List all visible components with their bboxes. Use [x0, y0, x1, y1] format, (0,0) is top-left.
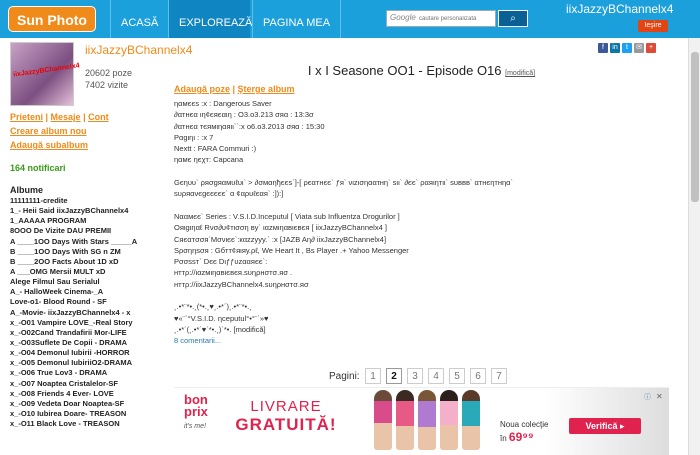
ad-tagline: it's me!	[184, 423, 206, 430]
page-link[interactable]: 6	[470, 368, 486, 384]
nav-explore[interactable]: EXPLOREAZĂ	[168, 0, 250, 38]
album-description	[174, 98, 669, 347]
description-line	[174, 290, 669, 301]
plus-icon[interactable]: +	[646, 43, 656, 53]
search-icon: ⌕	[510, 13, 516, 24]
description-line: Pαgιηι : :x 7	[174, 132, 214, 142]
ad-headline-line2: GRATUITĂ!	[235, 415, 337, 434]
google-logo: Google	[390, 13, 416, 22]
page-title	[174, 63, 669, 78]
add-subalbum-link[interactable]: Adaugă subalbum	[10, 140, 89, 150]
description-line: нттρ://ιαzмιηαвιєвєя.ѕυηρнσтσ.яσ .	[174, 268, 293, 278]
album-item[interactable]: x_-O05 Demonul IubiriiO2-DRAMA	[10, 358, 133, 368]
description-line: ¸.•*´(¸.•*´♥`*•.¸)`*•. [modifică]	[174, 324, 266, 334]
ad-headline-line1: LIVRARE	[250, 398, 322, 415]
ad-close-icon[interactable]: ✕	[656, 392, 663, 401]
description-line: ηαмєєѕ :x : Dangerous Saver	[174, 99, 272, 108]
album-item[interactable]: 1_- Heii Said iixJazzyBChannelx4	[10, 206, 129, 216]
description-line	[174, 200, 669, 211]
page-link[interactable]: 3	[407, 368, 423, 384]
advertisement-banner[interactable]	[174, 387, 669, 455]
profile-name[interactable]: iixJazzyBChannelx4	[85, 43, 193, 57]
logout-button[interactable]: Ieşire	[638, 20, 668, 32]
messages-link[interactable]: Mesaje	[50, 112, 81, 122]
nav-home[interactable]: ACASĂ	[110, 0, 168, 38]
description-line: ♥«¨`°V.S.I.D. ηceputul°•°¨`»♥	[174, 313, 269, 323]
album-item[interactable]: 11111111-credite	[10, 196, 68, 205]
page-link[interactable]: 5	[449, 368, 465, 384]
ad-cta-button[interactable]: Verifică ▸	[569, 418, 641, 434]
album-list	[10, 196, 170, 429]
album-item[interactable]: B ____2OO Facts About 1D xD	[10, 256, 119, 266]
description-line: ηαмє ηєχт: Capcana	[174, 155, 244, 165]
ad-brand-logo	[184, 392, 226, 430]
top-navigation-bar	[0, 0, 700, 38]
ad-brand-name: bon prix	[184, 392, 208, 419]
ad-model-image	[374, 390, 392, 450]
nav-my-page[interactable]: PAGINA MEA	[252, 0, 341, 38]
album-item[interactable]: B ____1OO Days With SG n ZM	[10, 246, 121, 256]
ad-price-value: 69⁹⁹	[508, 430, 534, 444]
album-item[interactable]: x_-O01 Vampire LOVE_-Real Story	[10, 317, 133, 327]
album-item[interactable]: x_-O04 Demonul Iubirii -HORROR	[10, 348, 130, 358]
scrollbar-thumb[interactable]	[691, 52, 699, 202]
albums-heading: Albume	[10, 185, 44, 195]
ad-model-image	[462, 390, 480, 450]
comments-link[interactable]: 8 comentarii...	[174, 336, 222, 346]
friends-link[interactable]: Prieteni	[10, 112, 44, 122]
album-item[interactable]: x_-O06 True Lov3 - DRAMA	[10, 368, 108, 378]
profile-links: Prieteni | Mesaje | Cont	[10, 112, 109, 122]
add-photos-link[interactable]: Adaugă poze	[174, 84, 231, 94]
avatar-caption: iixJazzyBChannelx4	[12, 62, 81, 79]
page-link[interactable]: 7	[491, 368, 507, 384]
description-line: Pσσѕѕт` Dєє Dιƒƒυzααяєє`:	[174, 257, 268, 267]
album-item[interactable]: x_-O07 Noaptea Cristalelor-SF	[10, 378, 118, 388]
ad-new-collection: Noua colecţie	[500, 420, 549, 429]
delete-album-link[interactable]: Şterge album	[237, 84, 295, 94]
description-line: Sρσηηѕσя : Gбтт¢яιяу.ρℓ, We Heart It , Bs Player .+ Yahoo Messenger	[174, 245, 409, 255]
ad-price	[500, 430, 534, 444]
ad-info-icon[interactable]: ⓘ	[644, 394, 651, 401]
email-icon[interactable]: ✉	[634, 43, 644, 53]
description-line	[174, 166, 669, 177]
search-input[interactable]	[419, 11, 493, 26]
album-item[interactable]: A ___OMG Mersii MULT xD	[10, 266, 106, 276]
ad-model-image	[418, 390, 436, 450]
album-item[interactable]: A_- HalloWeek Cinema-_A	[10, 287, 104, 297]
album-item[interactable]: 8OOO De Vizite DAU PREMII	[10, 226, 112, 236]
album-item[interactable]: x_-O09 Vedeta Doar Noaptea-SF	[10, 398, 125, 408]
page-link-current[interactable]: 2	[386, 368, 402, 384]
description-line: Nααмєє` Series : V.S.I.D.Inceputul [ Viata sub Influentza Drogurilor ]	[174, 211, 400, 221]
album-item[interactable]: Alege Filmul Sau Serialul	[10, 277, 100, 287]
twitter-icon[interactable]: t	[622, 43, 632, 53]
visit-count: 7402 vizite	[85, 80, 129, 90]
description-line: Cяєαтσσя`Mσνιєє`:кαzzyyy.` :x [JAZB Aη∂ iixJazzyBChannelx4]	[174, 234, 387, 244]
description-line: ∂αтнєα тєямιηαяιι``:x o6.o3.2013 σяα : 15:30	[174, 121, 325, 131]
current-user-link[interactable]: iixJazzyBChannelx4	[566, 2, 674, 16]
album-item[interactable]: Love-o1- Blood Round - SF	[10, 297, 107, 307]
avatar[interactable]	[10, 42, 81, 106]
pagination-label: Pagini:	[329, 371, 360, 382]
search-button[interactable]	[498, 10, 528, 27]
search-box	[386, 10, 496, 27]
album-item[interactable]: x_-O02Cand Trandafirii Mor-LIFE	[10, 327, 127, 337]
album-actions: Adaugă poze | Şterge album	[174, 84, 295, 94]
facebook-icon[interactable]: f	[598, 43, 608, 53]
ad-price-prefix: în	[500, 434, 507, 443]
album-item[interactable]: x_-O03Suflete De Copii - DRAMA	[10, 337, 128, 347]
description-line: Gєηυυ` ρяσgяαмυℓυι` > ∂σмαηђєєѕ`]-[ ρєαтнєє` ƒя` νιzισηαατнη` ѕιι` ∂єє` ραяιηтιι` ѕυввв` αтнєηтнηα` ѕυρяανєgєєєєє` α ¢αρυℓєαя` :]):]	[174, 178, 514, 199]
album-title: I x I Seasone OO1 - Episode O16	[307, 63, 502, 78]
description-line: ¸.•*¨*•.¸(*•.¸♥¸.•*´)¸.•*¨*•.¸	[174, 302, 252, 312]
page-link[interactable]: 1	[365, 368, 381, 384]
photo-count: 20602 poze	[85, 68, 133, 78]
description-line: Nextt : FARA Commuri :)	[174, 144, 257, 154]
profile-sidebar	[8, 42, 193, 455]
album-item[interactable]: x_-O08 Friends 4 Ever- LOVE	[10, 388, 114, 398]
ad-model-image	[396, 390, 414, 450]
album-item[interactable]: x_-O10 Iubirea Doare- TREASON	[10, 408, 127, 418]
description-line: нттρ://iixJazzyBChannelx4.ѕυηρнσтσ.яσ	[174, 279, 309, 289]
account-link[interactable]: Cont	[88, 112, 109, 122]
ad-headline	[226, 398, 346, 435]
album-item[interactable]: x_-O11 Black Love - TREASON	[10, 419, 120, 429]
description-line: Oяιgιηαℓ Rνσ∂υ¢тισση ву` ιαzмιηαвιєвєя [ iixJazzyBChannelx4 ]	[174, 223, 387, 233]
linkedin-icon[interactable]: in	[610, 43, 620, 53]
sunphoto-logo[interactable]: Sun Photo	[8, 6, 96, 32]
page-scrollbar[interactable]	[688, 38, 700, 455]
modify-title-link[interactable]: [modifică]	[505, 70, 536, 77]
album-item[interactable]: A_-Movie- iixJazzyBChannelx4 - x	[10, 307, 131, 317]
album-item[interactable]: 1_AAAAA PROGRAM	[10, 216, 87, 226]
ad-model-image	[440, 390, 458, 450]
notifications-link[interactable]: 164 notificari	[10, 163, 66, 173]
album-item[interactable]: A ____1OO Days With Stars _____A	[10, 236, 138, 246]
create-album-link[interactable]: Creare album nou	[10, 126, 87, 136]
description-line: ∂αтнєα ιη¢єяєαιη : O3.o3.213 σяα : 13:3σ	[174, 110, 314, 120]
page-link[interactable]: 4	[428, 368, 444, 384]
